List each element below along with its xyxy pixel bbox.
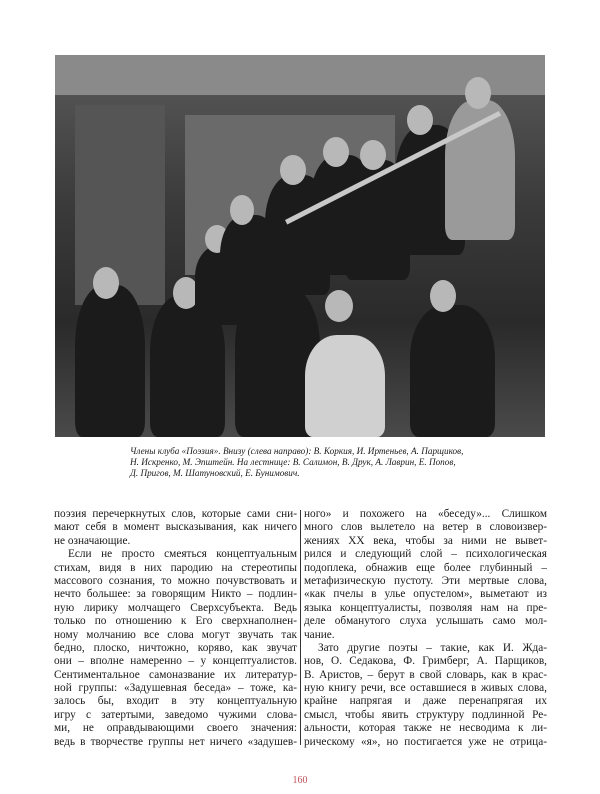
- text-line: ному молчанию все слова могут звучать так: [54, 628, 297, 641]
- column-divider: [300, 510, 301, 745]
- text-line: «как пчелы в улье опустелом», выметают из: [304, 588, 547, 601]
- text-line: альности, которая также не несводима к ли-: [304, 722, 547, 735]
- text-line: Если не просто смеяться концептуальным: [68, 548, 297, 561]
- text-line: массового сознания, то можно почувствовать и: [54, 574, 297, 587]
- text-line: ведь в творчестве группы нет ничего «задушев-: [54, 735, 297, 748]
- text-line: рился и следующий слой – психологическая: [304, 548, 547, 561]
- text-line: много слов вылетело на ветер в словоизвер-: [304, 521, 547, 534]
- text-line: ной группы: «Задушевная беседа» – тоже, ка-: [54, 682, 297, 695]
- caption-line: Д. Пригов, М. Шатуновский, Е. Бунимович.: [130, 468, 300, 478]
- text-line: не означающие.: [54, 534, 131, 547]
- text-line: смысл, чтобы явить структуру подлинной Ре-: [304, 708, 547, 721]
- text-line: жениях XX века, чтобы за ними не вывет-: [304, 534, 547, 547]
- text-line: они – вполне намеренно – у концептуалистов.: [54, 655, 297, 668]
- text-line: ного» и похожего на «беседу»... Слишком: [304, 508, 547, 520]
- page-number: 160: [292, 775, 308, 786]
- right-column: [304, 508, 547, 749]
- text-line: Зато другие поэты – такие, как И. Жда-: [318, 641, 547, 654]
- text-line: поэзия перечеркнутых слов, которые сами сни-: [54, 508, 297, 520]
- text-line: ми, не оправдывающими своего значения:: [54, 722, 297, 735]
- group-photo: [55, 55, 545, 437]
- caption-line: Н. Искренко, М. Эпштейн. На лестнице: В. Салимон, В. Друк, А. Лаврин, Е. Попов,: [130, 457, 456, 467]
- text-line: рическому «я», но постигается уже не отрица-: [304, 735, 547, 748]
- text-line: только по отношению к Его сверхнаполнен-: [54, 615, 297, 628]
- text-line: В. Аристов, – берут в свой словарь, как в крас-: [304, 668, 547, 681]
- text-line: ную книгу речи, все оставшиеся в живых слова,: [304, 682, 547, 695]
- text-line: залось бы, входит в эту концептуальную: [54, 695, 297, 708]
- text-line: игру с затертыми, заведомо чужими слова-: [54, 708, 297, 721]
- text-line: нечто большее: за говорящим Никто – подлин-: [54, 588, 297, 601]
- caption-line: Члены клуба «Поэзия». Внизу (слева направо): В. Коркия, И. Иртеньев, А. Парщиков,: [130, 446, 464, 456]
- text-line: ную лирику молчащего Сверхсубъекта. Ведь: [54, 601, 297, 614]
- left-column: [54, 508, 297, 749]
- photo-caption: [130, 446, 550, 479]
- text-line: мают себя в момент высказывания, как ничего: [54, 521, 297, 534]
- text-line: чание.: [304, 628, 335, 641]
- text-line: Сентиментальное самоназвание их литератур-: [54, 668, 297, 681]
- text-line: стихам, видя в них пародию на стереотипы: [54, 561, 297, 574]
- text-line: крайне напрягая и даже перенапрягая их: [304, 695, 547, 708]
- text-line: подоплека, обнажив еще более глубинный –: [304, 561, 547, 574]
- text-line: деле обманутого слуха услышать само мол-: [304, 615, 547, 628]
- text-line: метафизическую пустоту. Эти мертвые слова,: [304, 574, 547, 587]
- text-line: нов, О. Седакова, Ф. Гримберг, А. Парщиков,: [304, 655, 547, 668]
- text-line: языка концептуалисты, позволяя нам на пре-: [304, 601, 547, 614]
- text-line: бедно, плоско, ничтожно, коряво, как звучат: [54, 641, 297, 654]
